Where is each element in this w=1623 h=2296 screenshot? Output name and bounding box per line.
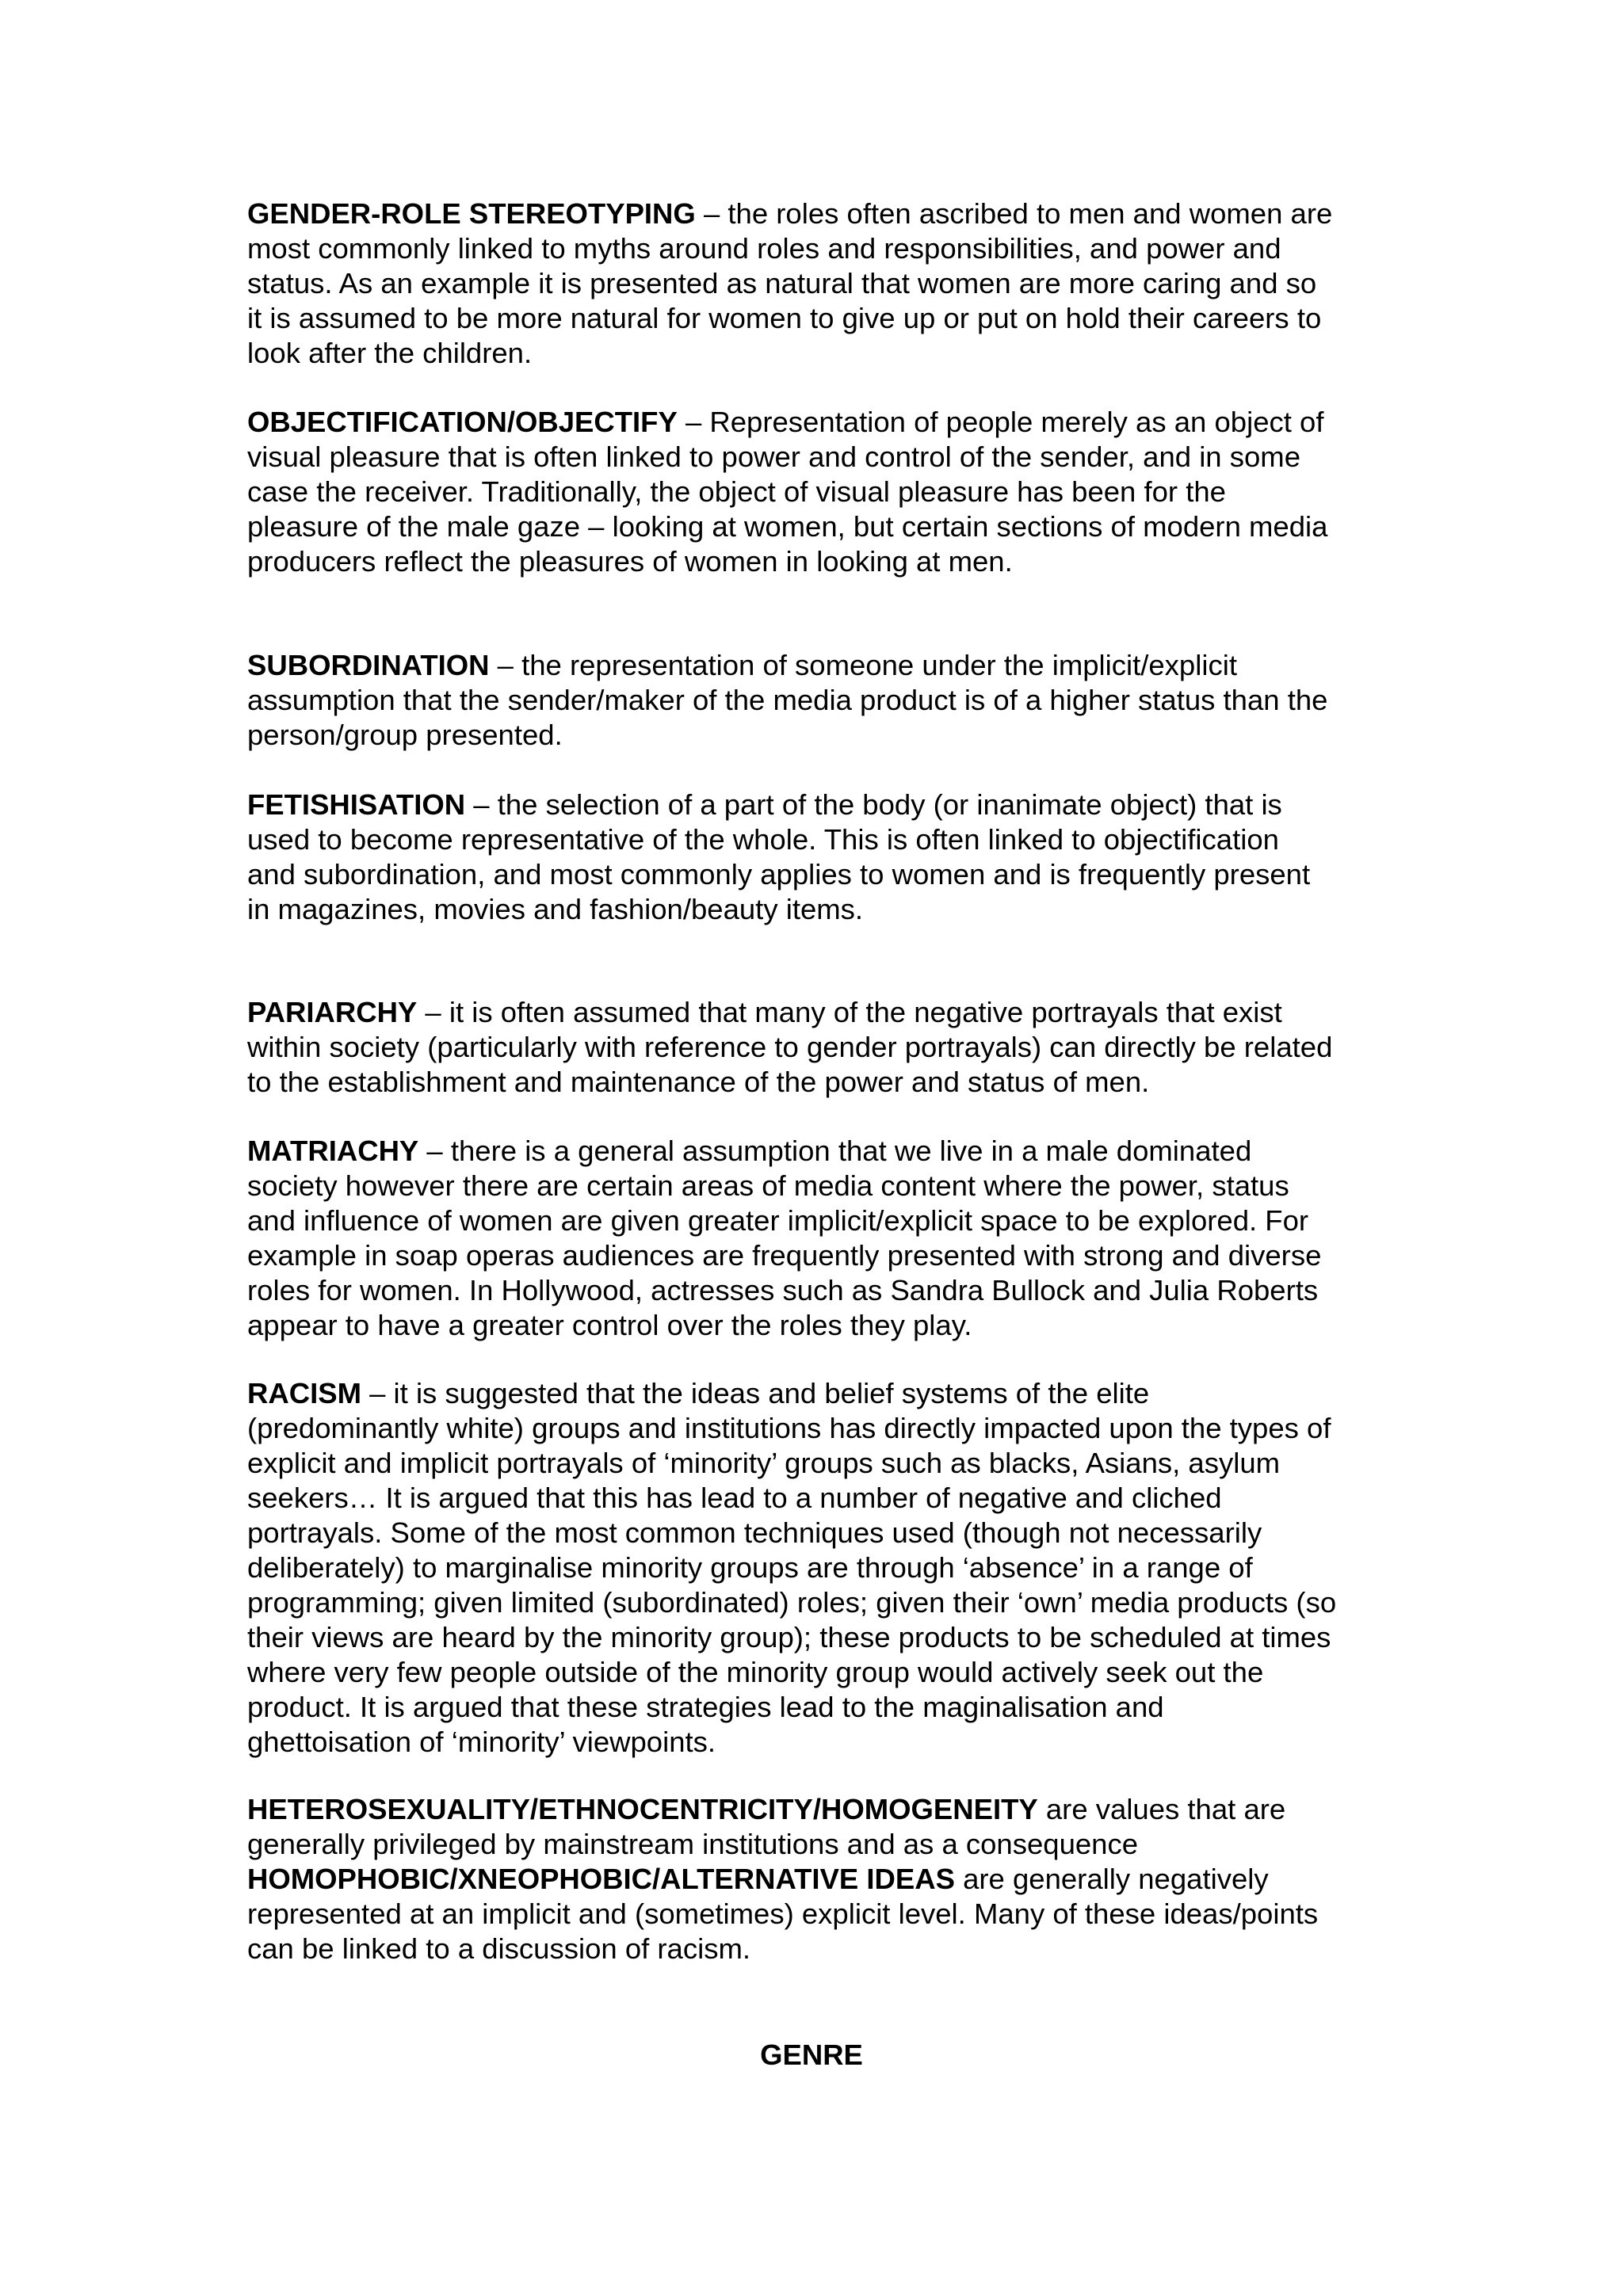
- entry-matriachy: [247, 1134, 1396, 1343]
- entry-line: pleasure of the male gaze – looking at women, but certain sections of modern media: [247, 510, 1328, 543]
- entry-line: product. It is argued that these strategies lead to the maginalisation and: [247, 1691, 1164, 1723]
- entry-line: used to become representative of the whole. This is often linked to objectification: [247, 823, 1279, 856]
- entry-text: – it is suggested that the ideas and belief systems of the elite: [361, 1377, 1150, 1409]
- entry-line: represented at an implicit and (sometimes) explicit level. Many of these ideas/points: [247, 1897, 1319, 1930]
- entry-line: look after the children.: [247, 337, 533, 369]
- entry-line: can be linked to a discussion of racism.: [247, 1932, 751, 1965]
- entry-line: it is assumed to be more natural for women to give up or put on hold their careers to: [247, 302, 1322, 334]
- entry-line: [247, 1134, 1396, 1169]
- entry-pariarchy: [247, 995, 1396, 1100]
- entry-line: roles for women. In Hollywood, actresses such as Sandra Bullock and Julia Roberts: [247, 1274, 1319, 1306]
- entry-line: person/group presented.: [247, 719, 563, 751]
- entry-line: producers reflect the pleasures of women in looking at men.: [247, 545, 1013, 578]
- entry-line: most commonly linked to myths around roles and responsibilities, and power and: [247, 232, 1281, 265]
- entry-text: are generally negatively: [954, 1863, 1269, 1895]
- entry-heterosexuality: [247, 1792, 1396, 1966]
- entry-text: are values that are: [1037, 1793, 1286, 1825]
- entry-term: FETISHISATION: [247, 788, 466, 821]
- entry-line: generally privileged by mainstream institutions and as a consequence: [247, 1828, 1139, 1860]
- entry-line: in magazines, movies and fashion/beauty items.: [247, 893, 864, 925]
- entry-line: and influence of women are given greater implicit/explicit space to be explored. For: [247, 1204, 1309, 1237]
- entry-line: [247, 196, 1396, 231]
- entry-line: [247, 405, 1396, 440]
- entry-racism: [247, 1376, 1396, 1760]
- entry-line: to the establishment and maintenance of the power and status of men.: [247, 1066, 1150, 1098]
- entry-line: appear to have a greater control over the roles they play.: [247, 1309, 972, 1341]
- entry-fetishisation: [247, 788, 1396, 927]
- entry-line: where very few people outside of the minority group would actively seek out the: [247, 1656, 1264, 1688]
- entry-line: deliberately) to marginalise minority groups are through ‘absence’ in a range of: [247, 1551, 1253, 1584]
- entry-line: [247, 648, 1396, 683]
- entry-text: – the roles often ascribed to men and women are: [695, 197, 1333, 230]
- entry-text: – the selection of a part of the body (or inanimate object) that is: [465, 788, 1282, 821]
- entry-line: [247, 1862, 1396, 1897]
- entry-term: HOMOPHOBIC/XNEOPHOBIC/ALTERNATIVE IDEAS: [247, 1863, 955, 1895]
- entry-subordination: [247, 648, 1396, 753]
- entry-text: – it is often assumed that many of the negative portrayals that exist: [417, 996, 1282, 1028]
- entry-term: OBJECTIFICATION/OBJECTIFY: [247, 406, 678, 438]
- entry-line: explicit and implicit portrayals of ‘minority’ groups such as blacks, Asians, asylum: [247, 1447, 1281, 1479]
- entry-line: [247, 995, 1396, 1030]
- entry-line: (predominantly white) groups and institutions has directly impacted upon the types of: [247, 1412, 1331, 1444]
- entry-text: – Representation of people merely as an object of: [677, 406, 1324, 438]
- entry-term: PARIARCHY: [247, 996, 418, 1028]
- entry-line: example in soap operas audiences are frequently presented with strong and diverse: [247, 1239, 1322, 1272]
- entry-line: within society (particularly with reference to gender portrayals) can directly be related: [247, 1031, 1333, 1063]
- entry-line: [247, 1792, 1396, 1827]
- entry-line: [247, 788, 1396, 822]
- entry-line: portrayals. Some of the most common techniques used (though not necessarily: [247, 1516, 1262, 1549]
- entry-term: MATRIACHY: [247, 1135, 419, 1167]
- entry-term: GENDER-ROLE STEREOTYPING: [247, 197, 696, 230]
- entry-line: case the receiver. Traditionally, the object of visual pleasure has been for the: [247, 475, 1226, 508]
- entry-line: their views are heard by the minority group); these products to be scheduled at times: [247, 1621, 1331, 1653]
- entry-line: programming; given limited (subordinated) roles; given their ‘own’ media products (so: [247, 1586, 1337, 1619]
- entry-line: ghettoisation of ‘minority’ viewpoints.: [247, 1726, 716, 1758]
- entry-line: society however there are certain areas of media content where the power, status: [247, 1169, 1289, 1202]
- entry-objectification: [247, 405, 1396, 579]
- entry-line: visual pleasure that is often linked to power and control of the sender, and in some: [247, 441, 1301, 473]
- entry-term: SUBORDINATION: [247, 649, 490, 681]
- entry-gender-role-stereotyping: [247, 196, 1396, 371]
- entry-text: – there is a general assumption that we live in a male dominated: [418, 1135, 1252, 1167]
- entry-term: RACISM: [247, 1377, 361, 1409]
- entry-line: [247, 1376, 1396, 1411]
- entry-term: HETEROSEXUALITY/ETHNOCENTRICITY/HOMOGENEITY: [247, 1793, 1038, 1825]
- entry-line: seekers… It is argued that this has lead to a number of negative and cliched: [247, 1482, 1222, 1514]
- entry-line: and subordination, and most commonly applies to women and is frequently present: [247, 858, 1311, 891]
- entry-text: – the representation of someone under the implicit/explicit: [489, 649, 1237, 681]
- section-heading-genre: GENRE: [760, 2039, 863, 2071]
- entry-line: status. As an example it is presented as natural that women are more caring and so: [247, 267, 1317, 299]
- entry-line: assumption that the sender/maker of the media product is of a higher status than the: [247, 684, 1328, 716]
